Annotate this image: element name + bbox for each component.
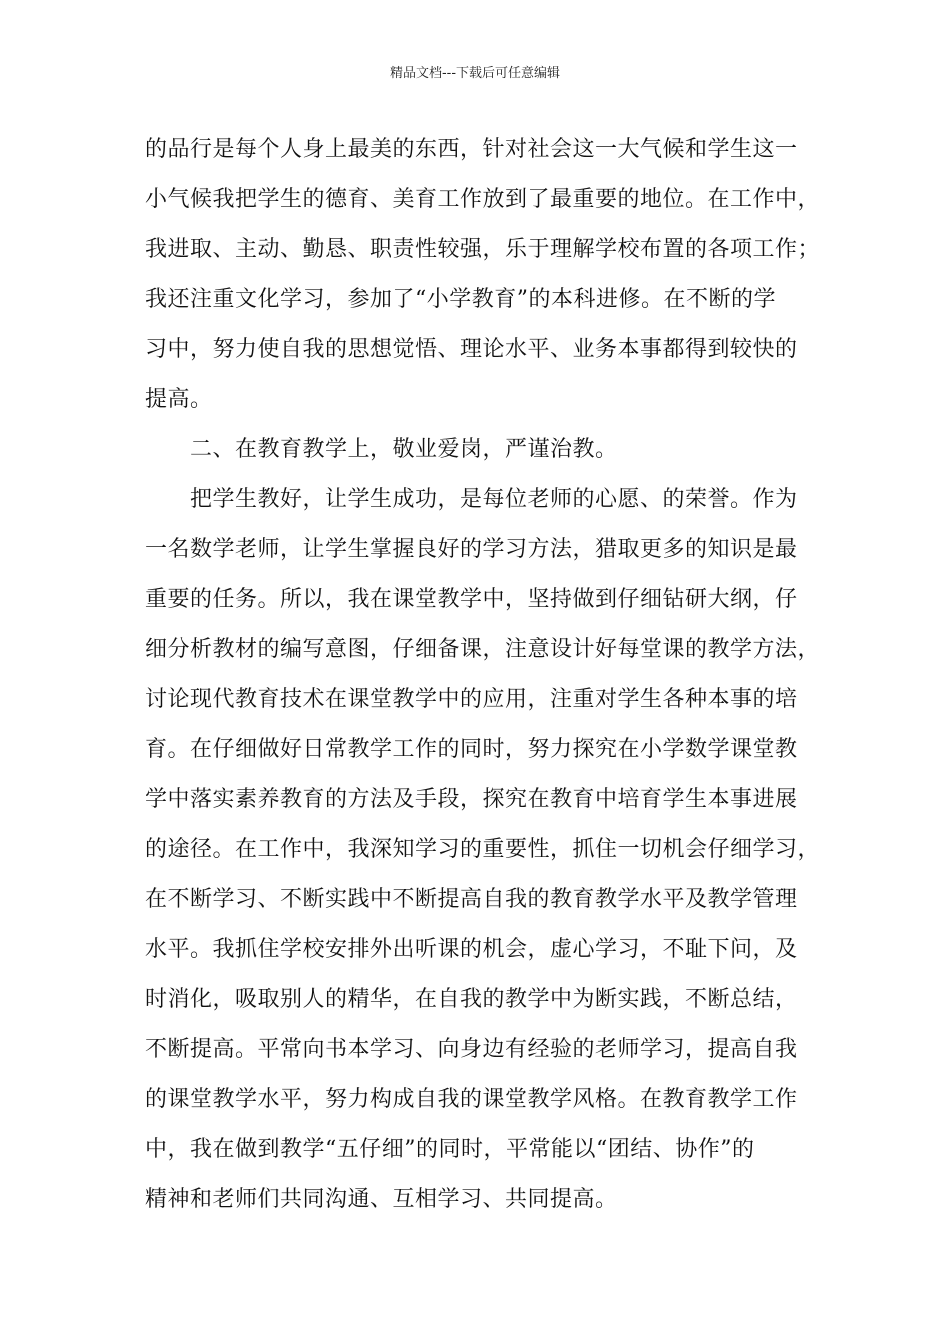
paragraph-line: 讨论现代教育技术在课堂教学中的应用，注重对学生各种本事的培 [145, 687, 798, 712]
paragraph-line: 小气候我把学生的德育、美育工作放到了最重要的地位。在工作中， [145, 187, 821, 212]
paragraph-line: 学中落实素养教育的方法及手段，探究在教育中培育学生本事进展 [145, 787, 798, 812]
paragraph-line: 习中，努力使自我的思想觉悟、理论水平、业务本事都得到较快的 [145, 337, 798, 362]
paragraph-line: 细分析教材的编写意图，仔细备课，注意设计好每堂课的教学方法， [145, 637, 821, 662]
paragraph-line: 的品行是每个人身上最美的东西，针对社会这一大气候和学生这一 [145, 137, 798, 162]
section-heading: 二、在教育教学上，敬业爱岗，严谨治教。 [190, 437, 618, 462]
paragraph-line: 的课堂教学水平，努力构成自我的课堂教学风格。在教育教学工作 [145, 1087, 798, 1112]
paragraph-line: 重要的任务。所以，我在课堂教学中，坚持做到仔细钻研大纲，仔 [145, 587, 798, 612]
paragraph-line: 不断提高。平常向书本学习、向身边有经验的老师学习，提高自我 [145, 1037, 798, 1062]
paragraph-line: 的途径。在工作中，我深知学习的重要性，抓住一切机会仔细学习， [145, 837, 821, 862]
paragraph-line: 我进取、主动、勤恳、职责性较强，乐于理解学校布置的各项工作； [145, 237, 821, 262]
paragraph-line: 育。在仔细做好日常教学工作的同时，努力探究在小学数学课堂教 [145, 737, 798, 762]
paragraph-line: 时消化，吸取别人的精华，在自我的教学中为断实践，不断总结， [145, 987, 798, 1012]
paragraph-line: 水平。我抓住学校安排外出听课的机会，虚心学习，不耻下问，及 [145, 937, 798, 962]
paragraph-line: 精神和老师们共同沟通、互相学习、共同提高。 [145, 1187, 618, 1212]
paragraph-line: 一名数学老师，让学生掌握良好的学习方法，猎取更多的知识是最 [145, 537, 798, 562]
paragraph-line: 把学生教好，让学生成功，是每位老师的心愿、的荣誉。作为 [190, 487, 798, 512]
paragraph-line: 中，我在做到教学“五仔细”的同时，平常能以“团结、协作”的 [145, 1137, 755, 1162]
page-header: 精品文档---下载后可任意编辑 [389, 66, 561, 81]
paragraph-line: 在不断学习、不断实践中不断提高自我的教育教学水平及教学管理 [145, 887, 798, 912]
paragraph-line: 提高。 [145, 387, 213, 412]
paragraph-line: 我还注重文化学习，参加了“小学教育”的本科进修。在不断的学 [145, 287, 776, 312]
